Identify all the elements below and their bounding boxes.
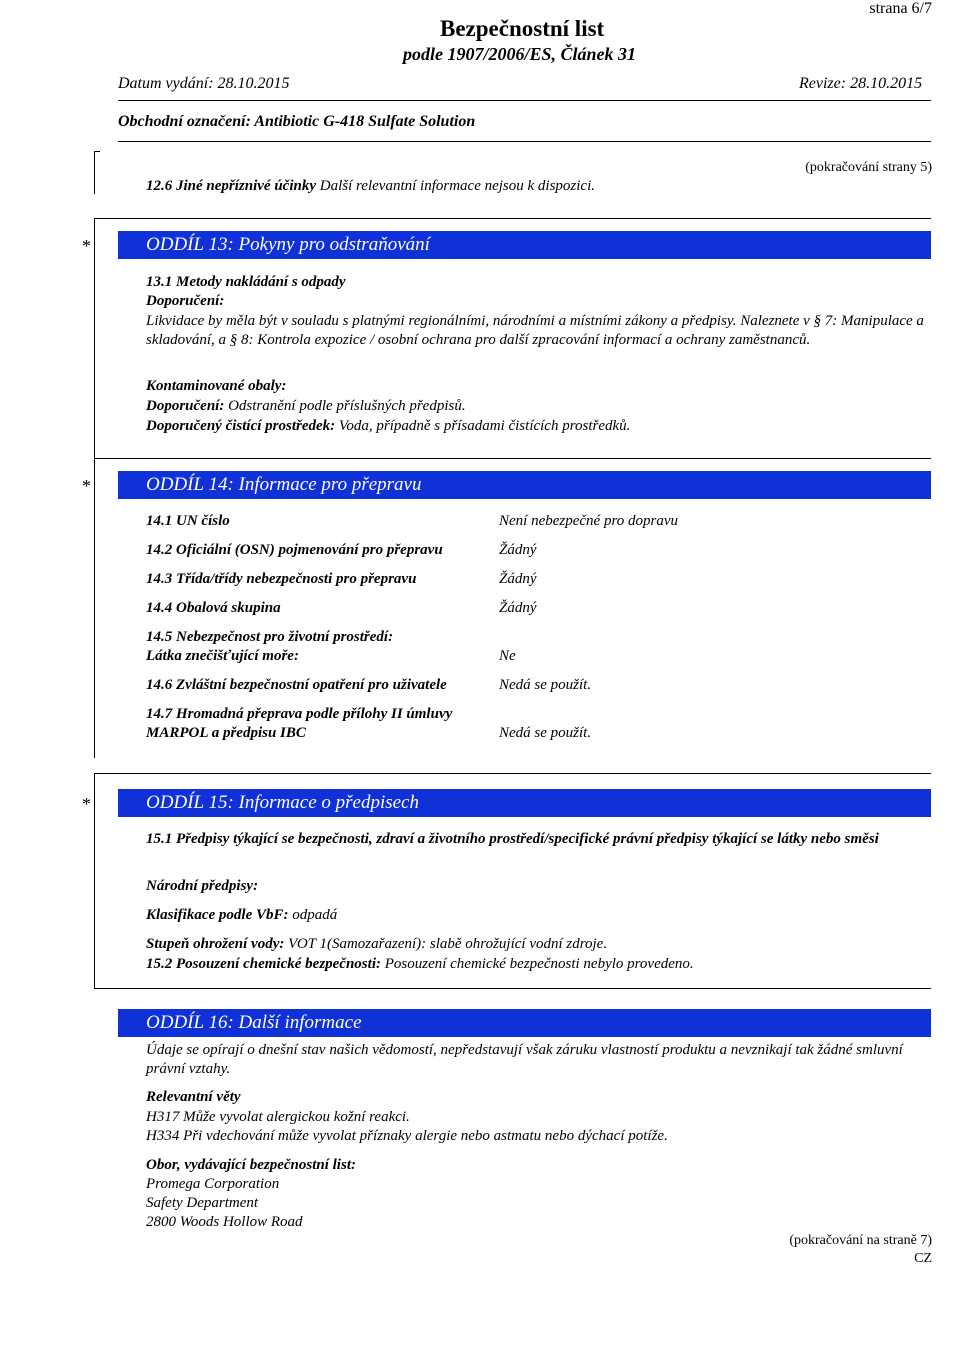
packaging-recommendation-text: Odstranění podle příslušných předpisů. — [224, 398, 466, 414]
transport-shipping-name-label: 14.2 Oficiální (OSN) pojmenování pro přepravu — [146, 542, 443, 558]
water-hazard-text: VOT 1(Samozařazení): slabě ohrožující vodní zdroje. — [284, 936, 608, 952]
chemical-safety-assessment-text: Posouzení chemické bezpečnosti nebylo provedeno. — [380, 956, 694, 972]
issue-date: Datum vydání: 28.10.2015 — [118, 75, 290, 92]
chemical-safety-assessment-label: 15.2 Posouzení chemické bezpečnosti: — [146, 956, 381, 972]
transport-user-precautions-value: Nedá se použít. — [499, 677, 592, 693]
section-12-6-label: 12.6 Jiné nepříznivé účinky — [146, 178, 317, 194]
document-subtitle: podle 1907/2006/ES, Článek 31 — [403, 44, 637, 64]
section-corner — [94, 151, 100, 152]
water-hazard — [146, 936, 607, 953]
section-16-intro: Údaje se opírají o dnešní stav našich vědomostí, nepředstavují však záruku vlastností produktu a nevznikají tak žádné smluvní právní vztahy. — [146, 1042, 903, 1077]
section-15-title: ODDÍL 15: Informace o předpisech — [146, 792, 419, 813]
section-13-title: ODDÍL 13: Pokyny pro odstraňování — [146, 234, 430, 255]
section-15-left-rule — [94, 773, 95, 988]
vbf-classification — [146, 907, 337, 924]
transport-packing-group-label: 14.4 Obalová skupina — [146, 600, 281, 616]
national-regulations-label: Národní předpisy: — [146, 878, 259, 894]
revision-date: Revize: 28.10.2015 — [799, 75, 923, 92]
transport-marpol-label: MARPOL a předpisu IBC — [146, 725, 306, 741]
header-rule-2 — [118, 141, 931, 142]
section-left-rule — [94, 151, 95, 194]
vbf-classification-label: Klasifikace podle VbF: — [146, 907, 289, 923]
product-name: Obchodní označení: Antibiotic G-418 Sulfate Solution — [118, 113, 476, 130]
continued-from: (pokračování strany 5) — [805, 160, 932, 175]
contaminated-packaging-label: Kontaminované obaly: — [146, 378, 287, 394]
issuer-label: Obor, vydávající bezpečnostní list: — [146, 1157, 356, 1173]
issuer-company: Promega Corporation — [146, 1176, 280, 1192]
continued-on: (pokračování na straně 7) — [789, 1233, 932, 1248]
language-code: CZ — [914, 1251, 932, 1266]
section-15-header — [118, 789, 931, 817]
cleaning-agent — [146, 418, 630, 435]
changed-marker-15: * — [82, 794, 91, 814]
packaging-recommendation — [146, 398, 466, 415]
issuer-address: 2800 Woods Hollow Road — [146, 1214, 303, 1230]
water-hazard-label: Stupeň ohrožení vody: — [146, 936, 285, 952]
section-14-header — [118, 471, 931, 499]
section-13-header — [118, 231, 931, 259]
relevant-phrases-title: Relevantní věty — [146, 1089, 241, 1105]
changed-marker-13: * — [82, 236, 91, 256]
transport-bulk-value: Nedá se použít. — [499, 725, 592, 741]
divider-13 — [94, 218, 931, 219]
section-13-left-rule — [94, 218, 95, 458]
chemical-safety-assessment — [146, 956, 694, 973]
transport-hazard-class-value: Žádný — [499, 571, 537, 587]
transport-marine-pollutant-label: Látka znečišťující moře: — [146, 648, 299, 664]
divider-16 — [94, 988, 931, 989]
section-13-1-heading: 13.1 Metody nakládání s odpady — [146, 274, 346, 290]
transport-hazard-class-label: 14.3 Třída/třídy nebezpečnosti pro přepravu — [146, 571, 417, 587]
cleaning-agent-label: Doporučený čistící prostředek: — [146, 418, 336, 434]
transport-user-precautions-label: 14.6 Zvláštní bezpečnostní opatření pro uživatele — [146, 677, 447, 693]
divider-15 — [94, 773, 931, 774]
phrase-h317: H317 Může vyvolat alergickou kožní reakci. — [146, 1109, 410, 1125]
section-15-1-heading: 15.1 Předpisy týkající se bezpečnosti, zdraví a životního prostředí/specifické právní předpisy týkající se látky nebo směsi — [146, 831, 879, 847]
vbf-classification-text: odpadá — [288, 907, 338, 923]
transport-packing-group-value: Žádný — [499, 600, 537, 616]
section-16-header — [118, 1009, 931, 1037]
changed-marker-14: * — [82, 476, 91, 496]
recommendation-text: Likvidace by měla být v souladu s platnými regionálními, národními a místními zákony a předpisy. Naleznete v § 7: Manipulace a skladování, a § 8: Kontrola expozice / osobní ochrana pro další zpracování informací a ochrany zaměstnanců. — [146, 313, 924, 348]
cleaning-agent-text: Voda, případně s přísadami čistících prostředků. — [335, 418, 631, 434]
transport-bulk-label: 14.7 Hromadná přeprava podle přílohy II úmluvy — [146, 706, 453, 722]
divider-14 — [94, 458, 931, 459]
transport-shipping-name-value: Žádný — [499, 542, 537, 558]
header-rule — [118, 100, 931, 101]
page-number: strana 6/7 — [869, 0, 932, 17]
section-12-6 — [146, 178, 595, 195]
phrase-h334: H334 Při vdechování může vyvolat příznaky alergie nebo astmatu nebo dýchací potíže. — [146, 1128, 668, 1144]
section-14-title: ODDÍL 14: Informace pro přepravu — [146, 474, 422, 495]
section-12-6-text: Další relevantní informace nejsou k dispozici. — [316, 178, 596, 194]
transport-un-number-label: 14.1 UN číslo — [146, 513, 230, 529]
packaging-recommendation-label: Doporučení: — [146, 398, 225, 414]
issuer-department: Safety Department — [146, 1195, 259, 1211]
section-14-left-rule — [94, 458, 95, 758]
document-title: Bezpečnostní list — [440, 16, 605, 41]
transport-marine-pollutant-value: Ne — [499, 648, 516, 664]
transport-un-number-value: Není nebezpečné pro dopravu — [499, 513, 678, 529]
recommendation-label: Doporučení: — [146, 293, 225, 309]
section-16-title: ODDÍL 16: Další informace — [146, 1012, 362, 1033]
transport-env-hazard-label: 14.5 Nebezpečnost pro životní prostředí: — [146, 629, 394, 645]
